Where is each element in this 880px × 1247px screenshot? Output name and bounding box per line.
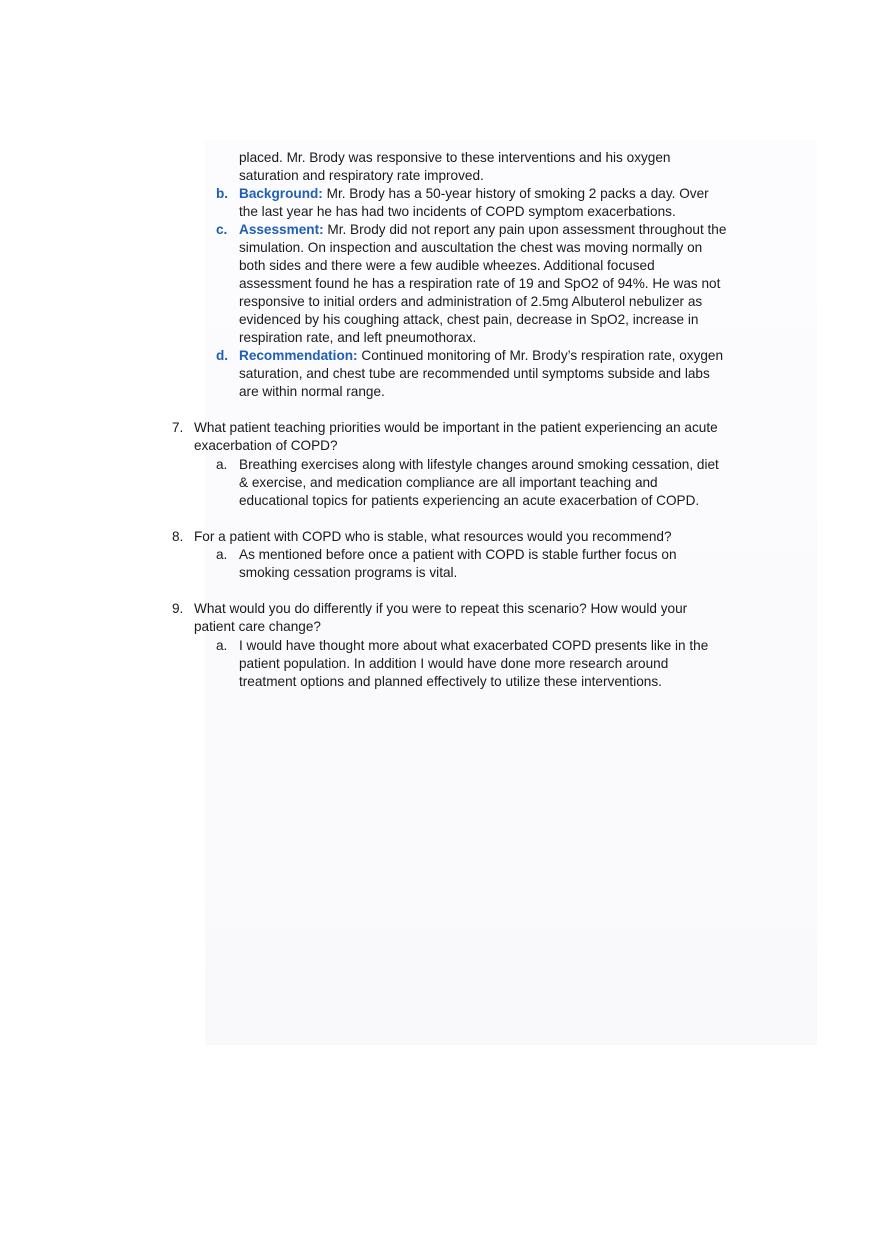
question-7-line: What patient teaching priorities would be important in the patient experiencing an acute — [194, 420, 718, 435]
answer-8a-line: smoking cessation programs is vital. — [239, 565, 458, 580]
answer-9a-line: patient population. In addition I would have done more research around — [239, 656, 669, 671]
recommendation-label: Recommendation: — [239, 348, 358, 363]
question-9-line: patient care change? — [194, 619, 321, 634]
answer-7a-line: Breathing exercises along with lifestyle changes around smoking cessation, diet — [239, 457, 719, 472]
answer-marker-8a: a. — [216, 547, 228, 562]
recommendation-line: are within normal range. — [239, 384, 385, 399]
question-number-9: 9. — [172, 601, 184, 616]
list-marker-b: b. — [216, 186, 229, 201]
assessment-line: respiration rate, and left pneumothorax. — [239, 330, 477, 345]
background-line: the last year he has had two incidents of COPD symptom exacerbations. — [239, 204, 676, 219]
continuation-line: placed. Mr. Brody was responsive to these interventions and his oxygen — [239, 150, 671, 165]
assessment-line: assessment found he has a respiration rate of 19 and SpO2 of 94%. He was not — [239, 276, 721, 291]
question-number-8: 8. — [172, 529, 184, 544]
question-number-7: 7. — [172, 420, 184, 435]
assessment-line: evidenced by his coughing attack, chest pain, decrease in SpO2, increase in — [239, 312, 699, 327]
answer-marker-7a: a. — [216, 457, 228, 472]
assessment-line: both sides and there were a few audible wheezes. Additional focused — [239, 258, 655, 273]
answer-8a-line: As mentioned before once a patient with COPD is stable further focus on — [239, 547, 677, 562]
background-label: Background: — [239, 186, 323, 201]
recommendation-text: Continued monitoring of Mr. Brody’s respiration rate, oxygen — [357, 348, 724, 363]
answer-7a-line: & exercise, and medication compliance are all important teaching and — [239, 475, 658, 490]
recommendation-item — [239, 347, 723, 365]
recommendation-line: saturation, and chest tube are recommended until symptoms subside and labs — [239, 366, 710, 381]
answer-7a-line: educational topics for patients experiencing an acute exacerbation of COPD. — [239, 493, 700, 508]
assessment-line: simulation. On inspection and auscultation the chest was moving normally on — [239, 240, 703, 255]
answer-9a-line: I would have thought more about what exacerbated COPD presents like in the — [239, 638, 709, 653]
assessment-line: responsive to initial orders and administration of 2.5mg Albuterol nebulizer as — [239, 294, 703, 309]
question-9-line: What would you do differently if you were to repeat this scenario? How would your — [194, 601, 688, 616]
background-item — [239, 185, 709, 203]
list-marker-c: c. — [216, 222, 228, 237]
answer-marker-9a: a. — [216, 638, 228, 653]
question-8-line: For a patient with COPD who is stable, what resources would you recommend? — [194, 529, 672, 544]
assessment-text: Mr. Brody did not report any pain upon assessment throughout the — [323, 222, 727, 237]
assessment-item — [239, 221, 726, 239]
assessment-label: Assessment: — [239, 222, 324, 237]
background-text: Mr. Brody has a 50-year history of smoking 2 packs a day. Over — [322, 186, 709, 201]
question-7-line: exacerbation of COPD? — [194, 438, 338, 453]
list-marker-d: d. — [216, 348, 229, 363]
answer-9a-line: treatment options and planned effectively to utilize these interventions. — [239, 674, 662, 689]
continuation-line: saturation and respiratory rate improved. — [239, 168, 484, 183]
